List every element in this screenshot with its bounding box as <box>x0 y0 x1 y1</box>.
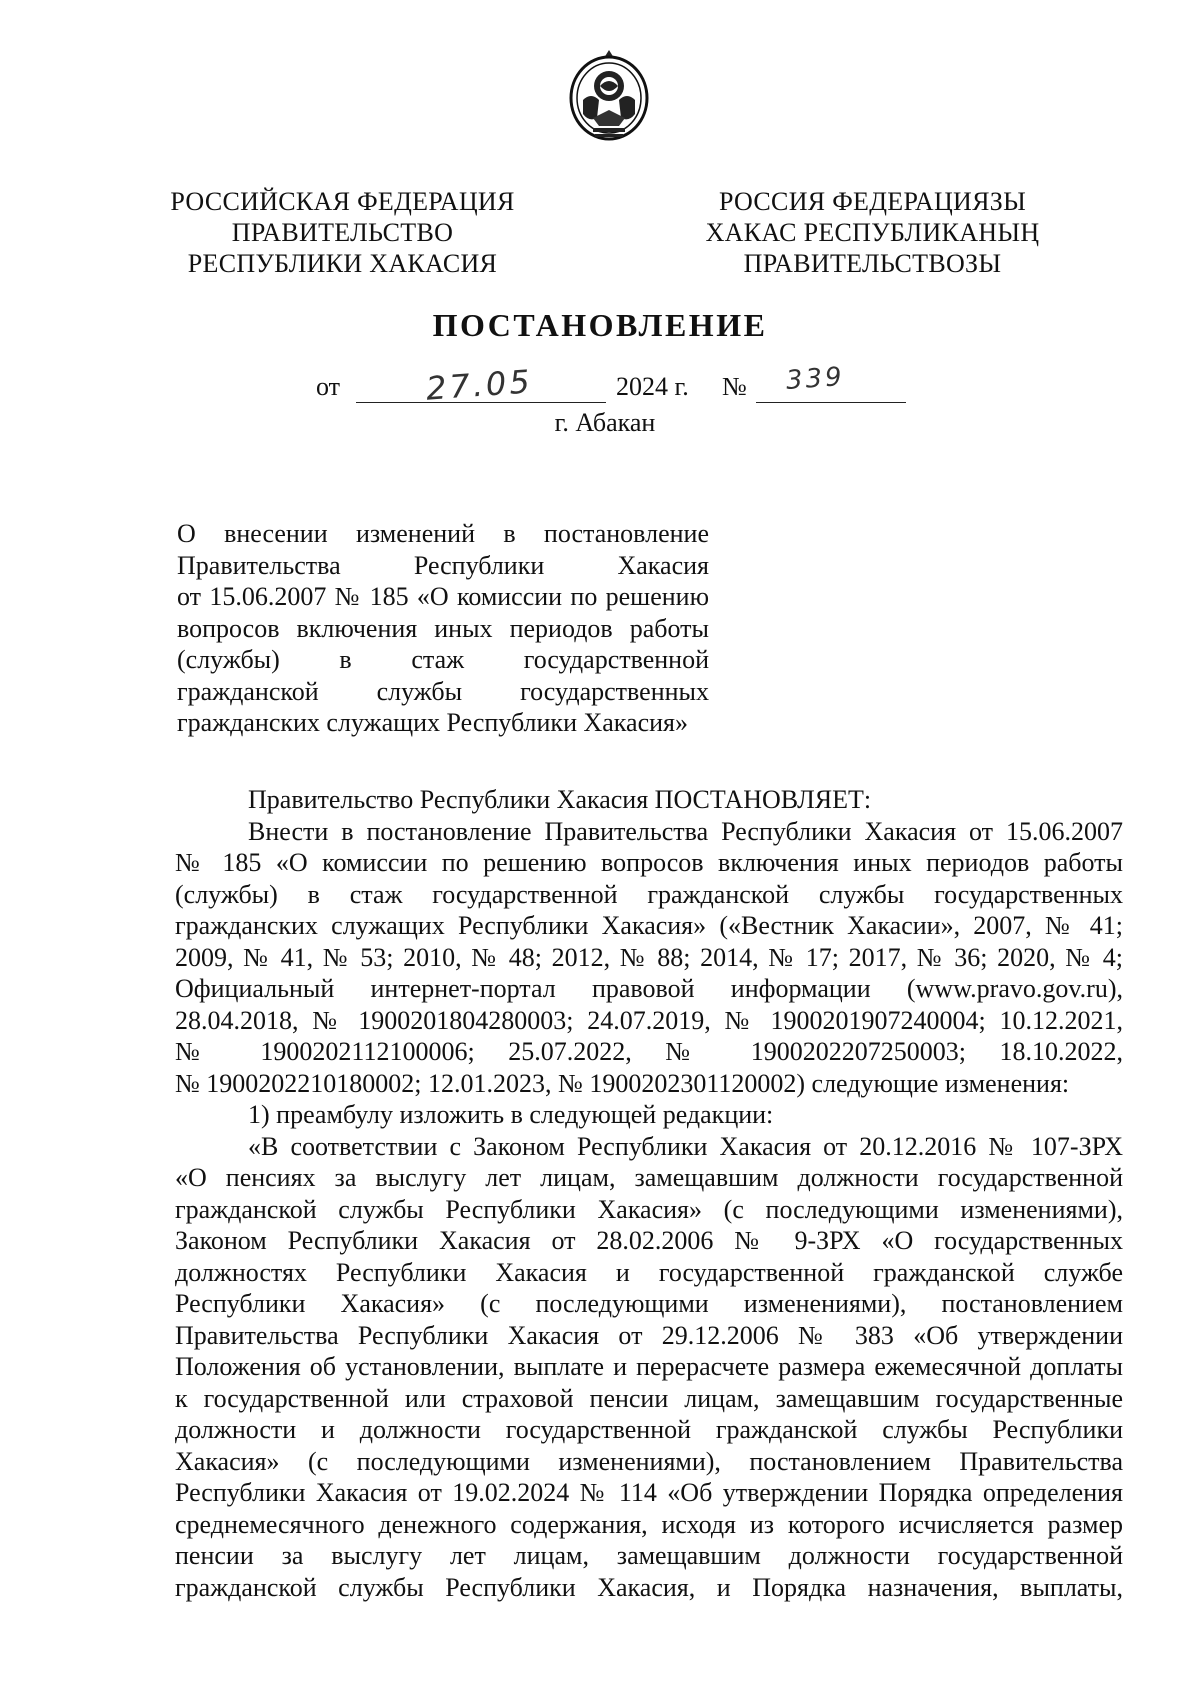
document-type-title: ПОСТАНОВЛЕНИЕ <box>432 307 768 343</box>
subject-line: вопросов включения иных периодов работы <box>177 613 709 643</box>
body-line: 1) преамбулу изложить в следующей редакции: <box>248 1100 774 1129</box>
body-line: Республики Хакасия» (с последующими изменениями), постановлением <box>175 1289 1123 1318</box>
subject-line: Правительства Республики Хакасия <box>177 550 709 580</box>
body-line: к государственной или страховой пенсии лицам, замещавшим государственные <box>175 1383 1123 1413</box>
body-line: Правительство Республики Хакасия ПОСТАНОВЛЯЕТ: <box>248 785 872 814</box>
body-line: Республики Хакасия от 19.02.2024 № 114 «Об утверждении Порядка определения <box>175 1478 1123 1507</box>
subject-line: гражданской службы государственных <box>177 676 709 706</box>
body-line: пенсии за выслугу лет лицам, замещавшим должности государственной <box>175 1541 1123 1570</box>
city-label: г. Абакан <box>554 408 656 437</box>
dateline <box>316 361 916 412</box>
body-line: № 1900202210180002; 12.01.2023, № 1900202301120002) следующие изменения: <box>175 1068 1070 1098</box>
body-line: гражданских служащих Республики Хакасия» («Вестник Хакасии», 2007, № 41; <box>175 911 1123 940</box>
body-line: Внести в постановление Правительства Республики Хакасия от 15.06.2007 <box>248 816 1123 846</box>
body-line: Правительства Республики Хакасия от 29.12.2006 № 383 «Об утверждении <box>175 1320 1123 1350</box>
body-line: должностях Республики Хакасия и государственной гражданской службе <box>175 1257 1123 1287</box>
coat-of-arms-icon <box>567 48 651 144</box>
body-line: Официальный интернет-портал правовой информации (www.pravo.gov.ru), <box>175 974 1123 1003</box>
body-line: среднемесячного денежного содержания, исходя из которого исчисляется размер <box>175 1509 1123 1539</box>
year-label: 2024 г. <box>616 372 689 401</box>
body-line: должности и должности государственной гражданской службы Республики <box>175 1415 1123 1444</box>
body-line: № 1900202112100006; 25.07.2022, № 1900202207250003; 18.10.2022, <box>175 1037 1123 1066</box>
header-left-line: РЕСПУБЛИКИ ХАКАСИЯ <box>187 249 498 278</box>
body-line: гражданской службы Республики Хакасия» (с последующими изменениями), <box>175 1194 1123 1224</box>
subject-line: гражданских служащих Республики Хакасия» <box>177 708 688 737</box>
body-line: гражданской службы Республики Хакасия, и Порядка назначения, выплаты, <box>175 1572 1123 1602</box>
body-line: № 185 «О комиссии по решению вопросов включения иных периодов работы <box>175 848 1123 877</box>
body-line: «О пенсиях за выслугу лет лицам, замещавшим должности государственной <box>175 1163 1123 1192</box>
number-blank-line <box>756 402 906 403</box>
handwritten-date: 27.05 <box>424 362 534 408</box>
from-label: от <box>316 372 341 401</box>
number-label: № <box>722 372 747 401</box>
body-line: 2009, № 41, № 53; 2010, № 48; 2012, № 88; 2014, № 17; 2017, № 36; 2020, № 4; <box>175 942 1123 972</box>
header-right-line: ХАКАС РЕСПУБЛИКАНЫҢ <box>705 218 1040 247</box>
body-line: Положения об установлении, выплате и перерасчете размера ежемесячной доплаты <box>175 1352 1123 1381</box>
header-left-line: ПРАВИТЕЛЬСТВО <box>231 218 454 247</box>
body-line: Законом Республики Хакасия от 28.02.2006 № 9-ЗРХ «О государственных <box>175 1226 1123 1255</box>
header-right-block <box>700 186 1045 279</box>
header-left-line: РОССИЙСКАЯ ФЕДЕРАЦИЯ <box>170 187 515 216</box>
body-line: 28.04.2018, № 1900201804280003; 24.07.2019, № 1900201907240004; 10.12.2021, <box>175 1005 1123 1035</box>
subject-line: от 15.06.2007 № 185 «О комиссии по решению <box>177 582 709 611</box>
header-right-line: РОССИЯ ФЕДЕРАЦИЯЗЫ <box>718 187 1027 216</box>
body-line: (службы) в стаж государственной гражданской службы государственных <box>175 879 1123 909</box>
subject-line: О внесении изменений в постановление <box>177 519 709 548</box>
subject-block <box>177 518 709 739</box>
body-line: Хакасия» (с последующими изменениями), постановлением Правительства <box>175 1446 1123 1476</box>
subject-line: (службы) в стаж государственной <box>177 645 709 674</box>
header-left-block <box>170 186 515 279</box>
body-line: «В соответствии с Законом Республики Хакасия от 20.12.2016 № 107-ЗРХ <box>248 1131 1123 1161</box>
body-text <box>175 784 1123 1603</box>
handwritten-number: 339 <box>785 361 846 397</box>
header-right-line: ПРАВИТЕЛЬСТВОЗЫ <box>743 249 1002 278</box>
